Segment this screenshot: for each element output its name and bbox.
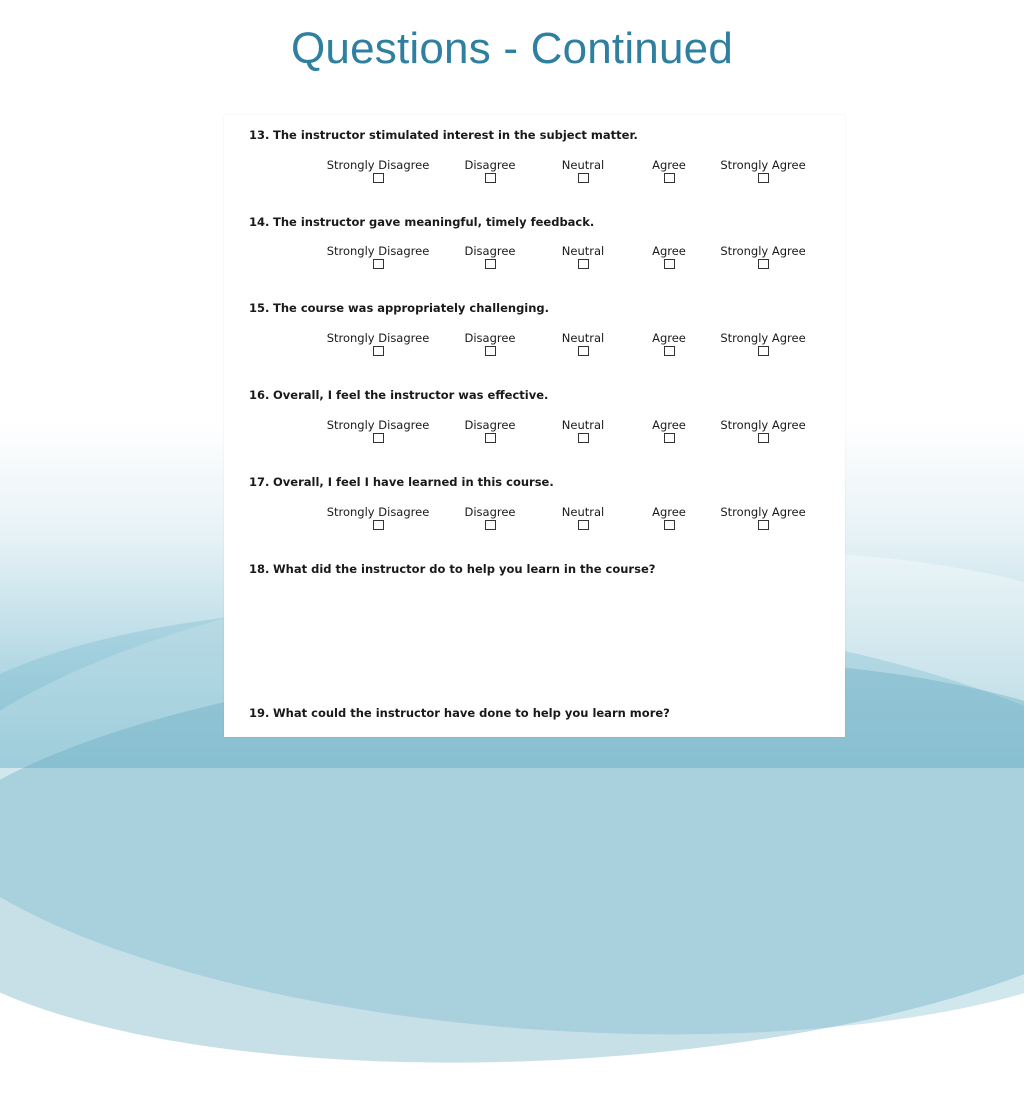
option-disagree: Disagree [420,243,560,269]
question-18 [249,562,655,576]
option-disagree: Disagree [420,504,560,530]
question-text: Overall, I feel I have learned in this course. [273,475,554,489]
checkbox[interactable] [578,433,589,443]
checkbox[interactable] [485,173,496,183]
question-text: What could the instructor have done to help you learn more? [273,706,670,720]
checkbox[interactable] [578,346,589,356]
question-text: What did the instructor do to help you learn in the course? [273,562,656,576]
checkbox[interactable] [664,346,675,356]
option-strongly-agree: Strongly Agree [693,243,833,269]
checkbox[interactable] [664,520,675,530]
option-neutral: Neutral [513,157,653,183]
checkbox[interactable] [664,173,675,183]
option-neutral: Neutral [513,243,653,269]
option-strongly-disagree: Strongly Disagree [308,417,448,443]
question-number: 14. [249,215,270,229]
option-strongly-disagree: Strongly Disagree [308,157,448,183]
question-text: The instructor stimulated interest in the subject matter. [273,128,638,142]
likert-scale-15 [224,330,845,362]
checkbox[interactable] [758,520,769,530]
checkbox[interactable] [373,259,384,269]
checkbox[interactable] [373,520,384,530]
checkbox[interactable] [758,173,769,183]
option-neutral: Neutral [513,417,653,443]
option-strongly-agree: Strongly Agree [693,157,833,183]
slide-title: Questions - Continued [290,24,733,73]
likert-scale-17 [224,504,845,536]
option-strongly-disagree: Strongly Disagree [308,243,448,269]
checkbox[interactable] [485,433,496,443]
checkbox[interactable] [578,259,589,269]
survey-form-image [224,115,845,737]
checkbox[interactable] [373,346,384,356]
question-number: 18. [249,562,270,576]
question-number: 17. [249,475,270,489]
checkbox[interactable] [373,173,384,183]
question-text: The instructor gave meaningful, timely feedback. [273,215,595,229]
question-17 [249,475,554,489]
checkbox[interactable] [485,520,496,530]
likert-scale-16 [224,417,845,449]
question-13 [249,128,638,142]
question-16 [249,388,548,402]
checkbox[interactable] [758,346,769,356]
checkbox[interactable] [664,259,675,269]
option-strongly-disagree: Strongly Disagree [308,330,448,356]
checkbox[interactable] [578,520,589,530]
question-number: 19. [249,706,270,720]
question-14 [249,215,594,229]
likert-scale-13 [224,157,845,189]
option-agree: Agree [599,330,739,356]
option-disagree: Disagree [420,417,560,443]
option-strongly-agree: Strongly Agree [693,330,833,356]
option-neutral: Neutral [513,330,653,356]
option-strongly-agree: Strongly Agree [693,417,833,443]
question-number: 16. [249,388,270,402]
option-strongly-agree: Strongly Agree [693,504,833,530]
likert-scale-14 [224,243,845,275]
option-disagree: Disagree [420,157,560,183]
checkbox[interactable] [485,259,496,269]
question-text: Overall, I feel the instructor was effective. [273,388,549,402]
option-agree: Agree [599,417,739,443]
question-19 [249,706,670,720]
option-neutral: Neutral [513,504,653,530]
question-number: 15. [249,301,270,315]
question-text: The course was appropriately challenging. [273,301,550,315]
option-agree: Agree [599,504,739,530]
question-number: 13. [249,128,270,142]
option-agree: Agree [599,243,739,269]
checkbox[interactable] [373,433,384,443]
checkbox[interactable] [664,433,675,443]
checkbox[interactable] [758,433,769,443]
checkbox[interactable] [578,173,589,183]
checkbox[interactable] [758,259,769,269]
option-strongly-disagree: Strongly Disagree [308,504,448,530]
option-agree: Agree [599,157,739,183]
question-15 [249,301,549,315]
option-disagree: Disagree [420,330,560,356]
checkbox[interactable] [485,346,496,356]
